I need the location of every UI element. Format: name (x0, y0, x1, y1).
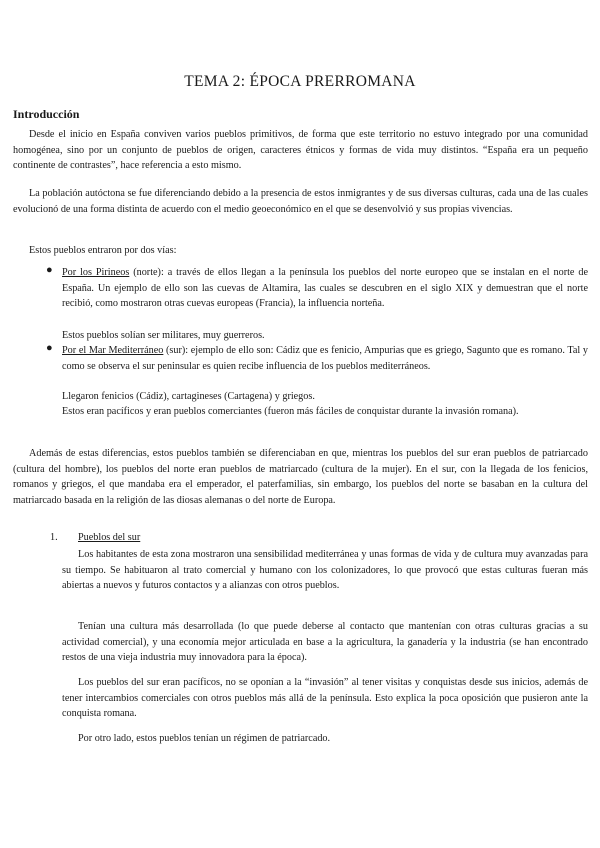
paragraph-sur-1: Los habitantes de esta zona mostraron una sensibilidad mediterránea y unas formas de vida y de cultura muy avanzadas para su tiempo. Se habituaron al trato comercial y humano con los colonizadores, lo que provocó que estas culturas fueran más abiertas a nuevos y futuros contactos y a alianzas con otros pueblos. (62, 549, 588, 591)
bullet-item-pirineos (62, 265, 588, 312)
subsection-heading: Pueblos del sur (78, 532, 141, 543)
bullet-item-mediterraneo (62, 343, 588, 374)
document-title: TEMA 2: ÉPOCA PRERROMANA (184, 73, 416, 90)
bullet-lead: Por los Pirineos (62, 267, 130, 278)
bullet-dot: ● (46, 342, 53, 354)
bullet-text: (sur): ejemplo de ello son: Cádiz que es fenicio, Ampurias que es griego, Sagunto que es romano. Tal y como se observa el sur peninsular es quien recibe influencia de los pueblos mediterráneos. (62, 345, 588, 372)
bullet-lead: Por el Mar Mediterráneo (62, 345, 164, 356)
paragraph-sur-2: Tenían una cultura más desarrollada (lo que puede deberse al contacto que mantenían con otras culturas gracias a su actividad comercial), y una economía mejor articulada en base a la agricultura, la ganadería y la industria (se han encontrado restos de una vieja industria muy innovadora para la época). (62, 621, 588, 663)
bullet-note: Llegaron fenicios (Cádiz), cartagineses (Cartagena) y griegos. (62, 391, 315, 402)
paragraph-sur-3: Los pueblos del sur eran pacíficos, no se oponían a la “invasión” al tener visitas y conquistas desde sus inicios, además de tener intercambios comerciales con otros pueblos más allá de la península. Esto explica la poca oposición que pusieron ante la conquista romana. (62, 677, 588, 719)
paragraph-intro-3: Estos pueblos entraron por dos vías: (29, 245, 177, 256)
bullet-note: Estos eran pacíficos y eran pueblos comerciantes (fueron más fáciles de conquistar durante la invasión romana). (62, 406, 519, 417)
bullet-dot: ● (46, 264, 53, 276)
list-number: 1. (50, 532, 58, 543)
paragraph-intro-2: La población autóctona se fue diferenciando debido a la presencia de estos inmigrantes y de sus diversas culturas, cada una de las cuales evolucionó de una forma distinta de acuerdo con el medio geoeconómico en el que se desenvolvió y sus propias vivencias. (13, 188, 588, 215)
section-heading: Introducción (13, 107, 80, 121)
paragraph-intro-1: Desde el inicio en España conviven varios pueblos primitivos, de forma que este territorio no estuvo integrado por una comunidad homogénea, sino por un conjunto de pueblos de origen, caracteres étnicos y formas de vida muy distintos. “España era un pequeño continente de contrastes”, hace referencia a esto mismo. (13, 129, 588, 171)
paragraph-sur-4: Por otro lado, estos pueblos tenían un régimen de patriarcado. (78, 733, 331, 744)
bullet-note: Estos pueblos solían ser militares, muy guerreros. (62, 330, 265, 341)
paragraph-diferencias: Además de estas diferencias, estos pueblos también se diferenciaban en que, mientras los pueblos del sur eran pueblos de patriarcado (cultura del hombre), los pueblos del norte eran pueblos de matriarcado (cultura de la mujer). En el sur, con la llegada de los fenicios, romanos y griegos, el que mandaba era el emperador, el paterfamilias, sin embargo, los pueblos del norte se basaban en la cultura del matriarcado basada en la religión de las diosas alemanas o del norte de Europa. (13, 448, 588, 506)
bullet-text: (norte): a través de ellos llegan a la península los pueblos del norte europeo que se instalan en el norte de España. Un ejemplo de ello son las cuevas de Altamira, las cuales se descubren en el siglo XIX y demuestran que el norte recibió, como mostraron otras cuevas europeas (Francia), la influencia norteña. (62, 267, 588, 309)
